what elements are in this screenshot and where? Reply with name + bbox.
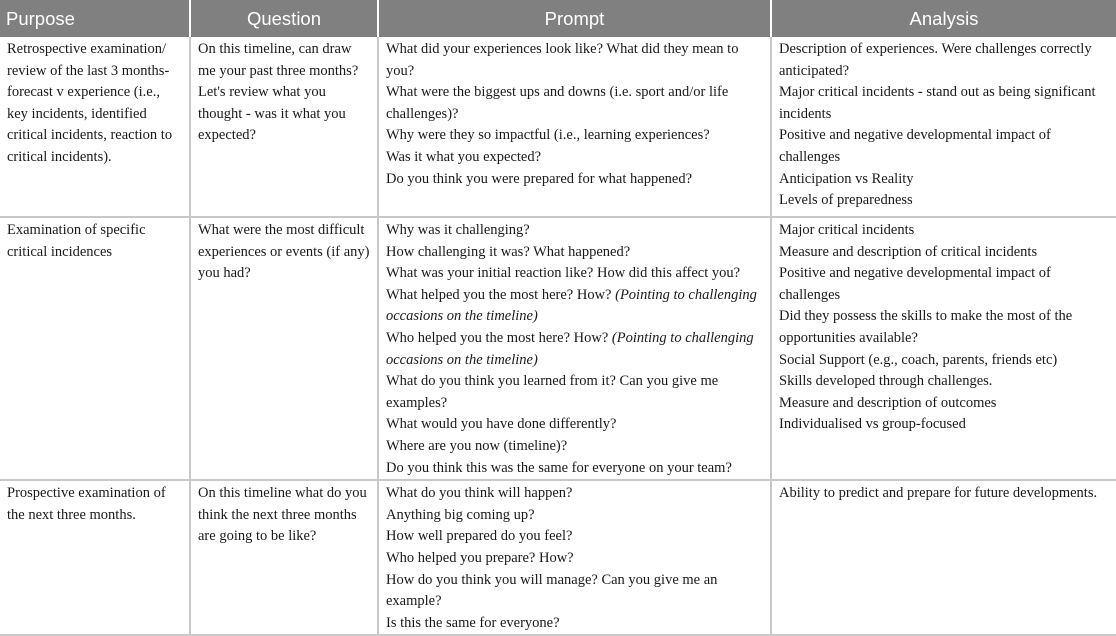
prompt-line: Where are you now (timeline)? xyxy=(386,437,568,454)
purpose-text: Retrospective examination/ review of the last 3 months- forecast v experience (i.e., key incidents, identified critical incidents, reaction to critical incidents). xyxy=(7,41,173,165)
cell-question xyxy=(190,37,378,217)
header-question: Question xyxy=(190,0,378,37)
cell-analysis xyxy=(771,480,1116,635)
analysis-line: Anticipation vs Reality xyxy=(779,170,914,187)
prompt-line xyxy=(386,285,764,328)
header-row xyxy=(0,0,1116,37)
cell-purpose xyxy=(0,37,190,217)
analysis-line: Major critical incidents - stand out as being significant incidents xyxy=(779,84,1096,122)
cell-analysis xyxy=(771,37,1116,217)
cell-question xyxy=(190,480,378,635)
prompt-line: Do you think you were prepared for what happened? xyxy=(386,170,693,187)
cell-purpose xyxy=(0,217,190,480)
prompt-line: Do you think this was the same for everyone on your team? xyxy=(386,459,732,476)
question-text: On this timeline what do you think the next three months are going to be like? xyxy=(198,485,367,545)
cell-analysis xyxy=(771,217,1116,480)
question-text: What were the most difficult experiences or events (if any) you had? xyxy=(198,222,370,282)
table-row xyxy=(0,217,1116,480)
prompt-note: (Pointing to challenging occasions on the timeline) xyxy=(386,329,754,368)
prompt-line: Anything big coming up? xyxy=(386,506,535,523)
analysis-line: Positive and negative developmental impact of challenges xyxy=(779,127,1051,165)
prompt-line: How challenging it was? What happened? xyxy=(386,243,631,260)
prompt-text: What helped you the most here? How? xyxy=(386,286,612,303)
analysis-line: Did they possess the skills to make the most of the opportunities available? xyxy=(779,308,1073,346)
analysis-line: Skills developed through challenges. xyxy=(779,373,993,390)
analysis-line: Positive and negative developmental impact of challenges xyxy=(779,265,1051,303)
header-analysis: Analysis xyxy=(771,0,1116,37)
cell-prompt xyxy=(378,217,771,480)
analysis-line: Measure and description of outcomes xyxy=(779,394,997,411)
table-body xyxy=(0,37,1116,635)
cell-purpose xyxy=(0,480,190,635)
prompt-line: What do you think will happen? xyxy=(386,485,573,502)
prompt-line: What was your initial reaction like? How did this affect you? xyxy=(386,265,741,282)
cell-prompt xyxy=(378,37,771,217)
prompt-line: Who helped you prepare? How? xyxy=(386,549,574,566)
cell-prompt xyxy=(378,480,771,635)
header-purpose: Purpose xyxy=(0,0,190,37)
analysis-line: Individualised vs group-focused xyxy=(779,416,966,433)
prompt-line: How do you think you will manage? Can you give me an example? xyxy=(386,571,718,610)
analysis-line: Description of experiences. Were challenges correctly anticipated? xyxy=(779,41,1092,79)
prompt-line: How well prepared do you feel? xyxy=(386,528,573,545)
prompt-line: What were the biggest ups and downs (i.e. sport and/or life challenges)? xyxy=(386,84,729,122)
prompt-line: Why was it challenging? xyxy=(386,222,530,238)
prompt-note: (Pointing to challenging occasions on the timeline) xyxy=(386,286,757,325)
prompt-text: Who helped you the most here? How? xyxy=(386,329,609,346)
analysis-line: Social Support (e.g., coach, parents, friends etc) xyxy=(779,351,1058,368)
cell-question xyxy=(190,217,378,480)
prompt-line: What did your experiences look like? What did they mean to you? xyxy=(386,41,739,79)
header-prompt: Prompt xyxy=(378,0,771,37)
prompt-line xyxy=(386,328,764,371)
question-text: On this timeline, can draw me your past three months? Let's review what you thought - was it what you expected? xyxy=(198,41,359,144)
prompt-line: What would you have done differently? xyxy=(386,416,617,433)
analysis-line: Levels of preparedness xyxy=(779,192,913,209)
prompt-line: What do you think you learned from it? Can you give me examples? xyxy=(386,373,719,411)
purpose-text: Examination of specific critical incidences xyxy=(7,222,146,260)
analysis-line: Major critical incidents xyxy=(779,222,915,238)
table-row xyxy=(0,480,1116,635)
table-header xyxy=(0,0,1116,37)
purpose-text: Prospective examination of the next three months. xyxy=(7,485,166,523)
table-row xyxy=(0,37,1116,217)
prompt-line: Was it what you expected? xyxy=(386,148,542,165)
prompt-line: Why were they so impactful (i.e., learning experiences? xyxy=(386,127,710,144)
analysis-line: Ability to predict and prepare for future developments. xyxy=(779,485,1098,502)
analysis-line: Measure and description of critical incidents xyxy=(779,243,1038,260)
prompt-line: Is this the same for everyone? xyxy=(386,614,560,631)
